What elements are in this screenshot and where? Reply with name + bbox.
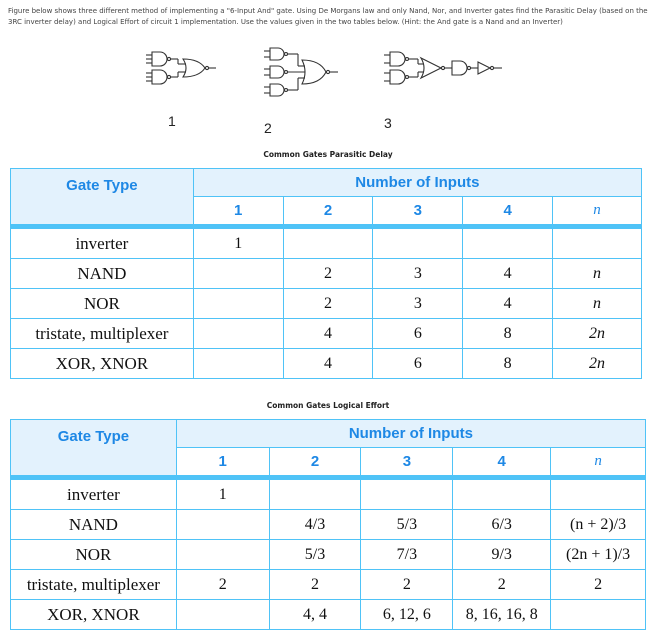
table-cell: [453, 480, 551, 510]
problem-statement: Figure below shows three different method of implementing a "6-Input And" gate. Using De Morgans law and only Nand, Nor, and Inverter gates find the Parasitic Delay (based on the 3RC inverter delay) and Logical Effort of circuit 1 implementation. Use the values given in the two tables below. (Hint: the And gate is a Nand and an Inverter): [8, 7, 648, 26]
table-cell: 1: [176, 480, 269, 510]
table-cell: [193, 349, 283, 379]
inputs-header: Number of Inputs: [176, 420, 645, 448]
row-label: XOR, XNOR: [11, 349, 194, 379]
table-cell: [551, 600, 646, 630]
row-label: inverter: [11, 480, 177, 510]
table-cell: [176, 510, 269, 540]
column-header: 4: [463, 197, 553, 225]
table-cell: [176, 600, 269, 630]
row-label: NAND: [11, 510, 177, 540]
column-header: 3: [361, 448, 453, 476]
table-cell: (2n + 1)/3: [551, 540, 646, 570]
table-cell: 8, 16, 16, 8: [453, 600, 551, 630]
inputs-header: Number of Inputs: [193, 169, 641, 197]
row-label: NAND: [11, 259, 194, 289]
circuit-label-2: 2: [264, 120, 272, 134]
column-header: 3: [373, 197, 463, 225]
row-label: NOR: [11, 289, 194, 319]
table-cell: 6, 12, 6: [361, 600, 453, 630]
logical-effort-table: [10, 419, 646, 630]
table-cell: [269, 480, 361, 510]
table-cell: 2: [176, 570, 269, 600]
table-cell: [361, 480, 453, 510]
table-row: [11, 349, 642, 379]
table-cell: [373, 229, 463, 259]
table-row: [11, 540, 646, 570]
table-cell: [193, 319, 283, 349]
circuit-diagrams: [140, 44, 540, 134]
table-cell: [463, 229, 553, 259]
gate-type-header: Gate Type: [11, 420, 177, 476]
table-cell: 9/3: [453, 540, 551, 570]
table-cell: (n + 2)/3: [551, 510, 646, 540]
table-cell: 3: [373, 259, 463, 289]
circuit-2-diagram: [264, 48, 338, 96]
table-cell: 2n: [553, 349, 642, 379]
column-header: 2: [269, 448, 361, 476]
circuit-label-1: 1: [168, 113, 176, 129]
table-cell: 4, 4: [269, 600, 361, 630]
table-cell: n: [553, 259, 642, 289]
column-header: 1: [176, 448, 269, 476]
row-label: XOR, XNOR: [11, 600, 177, 630]
table-cell: 4/3: [269, 510, 361, 540]
table-cell: [283, 229, 373, 259]
table-row: [11, 319, 642, 349]
table-cell: 6: [373, 319, 463, 349]
table-cell: 3: [373, 289, 463, 319]
column-header: 2: [283, 197, 373, 225]
table-cell: 6/3: [453, 510, 551, 540]
circuit-3-diagram: [384, 52, 502, 84]
column-header: 1: [193, 197, 283, 225]
table-cell: 2: [269, 570, 361, 600]
table-cell: 4: [463, 259, 553, 289]
table-cell: 5/3: [269, 540, 361, 570]
row-label: tristate, multiplexer: [11, 319, 194, 349]
column-header: 4: [453, 448, 551, 476]
table-cell: 1: [193, 229, 283, 259]
table-cell: [193, 259, 283, 289]
table-row: [11, 600, 646, 630]
table-cell: 8: [463, 349, 553, 379]
table-cell: 2: [283, 289, 373, 319]
table-row: [11, 570, 646, 600]
table-cell: 7/3: [361, 540, 453, 570]
table-row: [11, 289, 642, 319]
table-cell: 8: [463, 319, 553, 349]
table-cell: [176, 540, 269, 570]
table-cell: 6: [373, 349, 463, 379]
row-label: tristate, multiplexer: [11, 570, 177, 600]
table-cell: 5/3: [361, 510, 453, 540]
table1-caption: Common Gates Parasitic Delay: [263, 150, 393, 159]
table-row: [11, 259, 642, 289]
table-cell: n: [553, 289, 642, 319]
table-cell: 4: [283, 349, 373, 379]
row-label: inverter: [11, 229, 194, 259]
table-cell: 2: [453, 570, 551, 600]
table-row: [11, 480, 646, 510]
table-cell: 2: [361, 570, 453, 600]
column-header: n: [551, 448, 646, 476]
table-cell: [553, 229, 642, 259]
circuit-label-3: 3: [384, 115, 392, 131]
table-cell: 4: [463, 289, 553, 319]
table-cell: 2n: [553, 319, 642, 349]
table-row: [11, 229, 642, 259]
table2-caption: Common Gates Logical Effort: [266, 401, 390, 410]
gate-type-header: Gate Type: [11, 169, 194, 225]
table-cell: 4: [283, 319, 373, 349]
table-row: [11, 510, 646, 540]
row-label: NOR: [11, 540, 177, 570]
column-header: n: [553, 197, 642, 225]
parasitic-delay-table: [10, 168, 642, 379]
table-cell: 2: [283, 259, 373, 289]
circuit-1-diagram: [146, 52, 216, 84]
table-cell: [551, 480, 646, 510]
table-cell: 2: [551, 570, 646, 600]
table-cell: [193, 289, 283, 319]
